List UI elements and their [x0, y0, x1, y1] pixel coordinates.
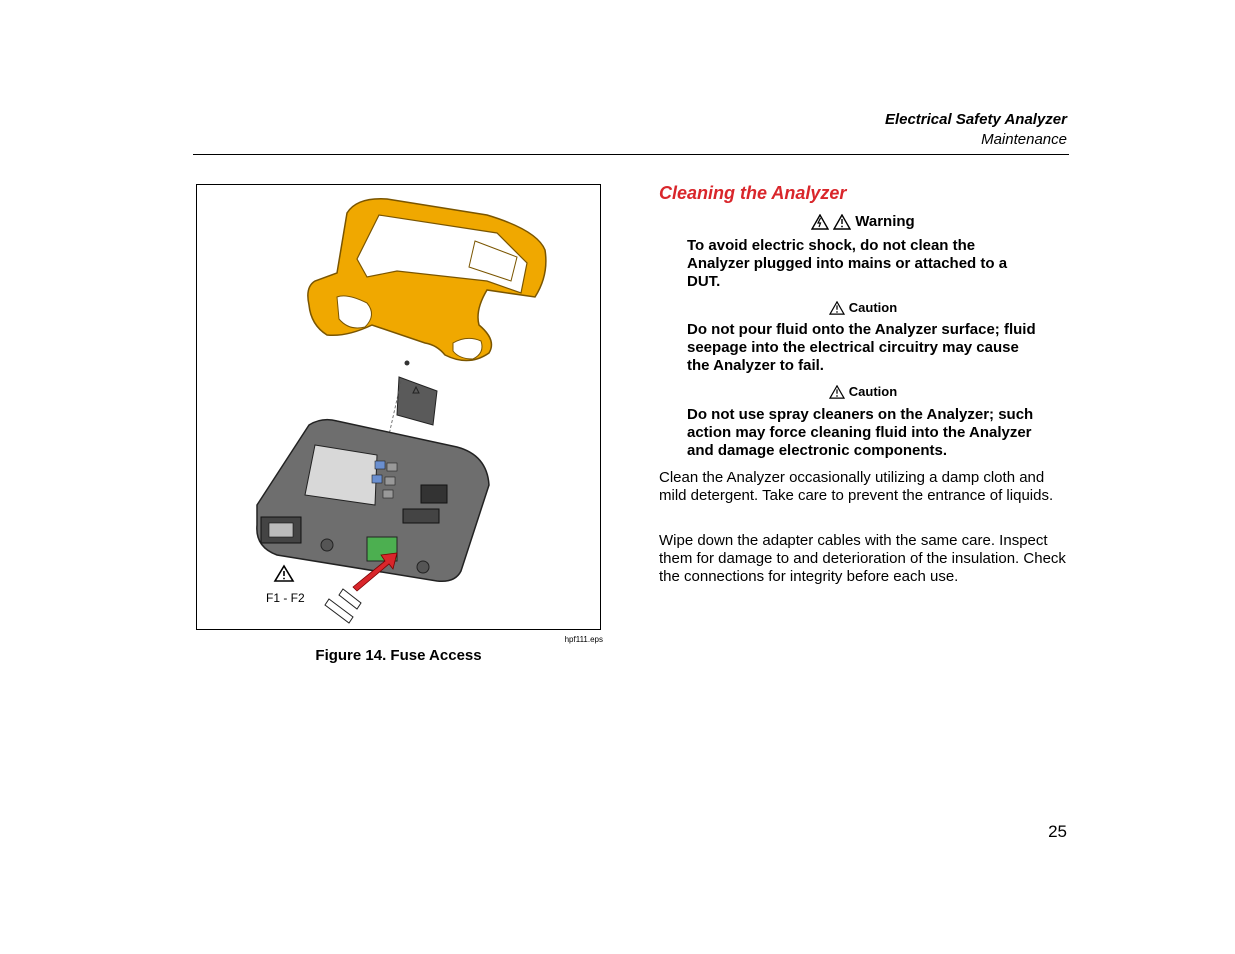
section-title: Cleaning the Analyzer	[659, 183, 847, 203]
caution-heading-2	[687, 384, 1039, 399]
header-subtitle: Maintenance	[981, 131, 1067, 148]
fuse-access-illustration	[197, 185, 600, 629]
caution-label-2: Caution	[848, 384, 898, 399]
fuse-pair-illustration	[325, 589, 361, 623]
warning-triangle-icon	[833, 214, 851, 230]
electric-hazard-icon	[811, 214, 829, 230]
cleaning-paragraph-1: Clean the Analyzer occasionally utilizing a damp cloth and mild detergent. Take care to prevent the entrance of liquids.	[659, 469, 1054, 504]
fuse-label: F1 - F2	[266, 591, 305, 605]
warning-text: To avoid electric shock, do not clean the Analyzer plugged into mains or attached to a DUT.	[687, 237, 1008, 290]
warning-label: Warning	[855, 213, 915, 230]
caution-triangle-icon	[829, 385, 845, 399]
figure-caption: Figure 14. Fuse Access	[315, 647, 482, 664]
caution-text-1: Do not pour fluid onto the Analyzer surface; fluid seepage into the electrical circuitry may cause the Analyzer to fail.	[687, 321, 1036, 374]
caution-label-1: Caution	[848, 300, 898, 315]
warning-heading	[687, 213, 1039, 230]
cleaning-paragraph-2: Wipe down the adapter cables with the same care. Inspect them for damage to and deterioration of the insulation. Check the connections for integrity before each use.	[659, 532, 1066, 585]
caution-text-2: Do not use spray cleaners on the Analyzer; such action may force cleaning fluid into the Analyzer and damage electronic components.	[687, 406, 1034, 459]
header-title: Electrical Safety Analyzer	[884, 111, 1067, 128]
figure-file-name: hpf111.eps	[564, 635, 603, 644]
fuse-access-figure	[196, 184, 601, 630]
header-rule	[193, 154, 1069, 155]
page-number: 25	[1048, 822, 1067, 841]
caution-triangle-icon	[829, 301, 845, 315]
analyzer-case-illustration	[257, 420, 489, 582]
holster-illustration	[308, 199, 546, 361]
caution-heading-1	[687, 300, 1039, 315]
warning-triangle-icon	[275, 566, 293, 581]
